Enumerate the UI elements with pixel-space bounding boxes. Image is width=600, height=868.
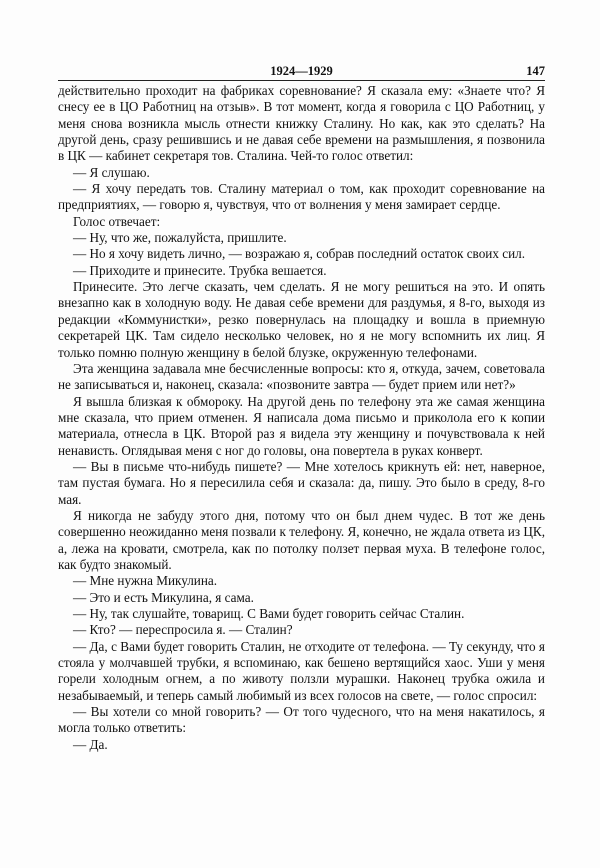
- running-header: [58, 62, 545, 80]
- header-years: 1924—1929: [270, 64, 333, 78]
- paragraph: — Ну, что же, пожалуйста, пришлите.: [73, 230, 287, 246]
- paragraph: — Да.: [73, 736, 108, 752]
- header-rule: [58, 80, 545, 81]
- paragraph: Принесите. Это легче сказать, чем сделать. Я не могу решиться на это. И опять внезапно как в холодную воду. Не давая себе времени для раздумья, я 8-го, выходя из редакции «Коммунистки», резко повернулась на площадку и вошла в приемную секретарей ЦК. Там сидело несколько человек, но я не могу вспомнить их лиц. Я только помню полную женщину в белой блузке, окруженную телефонами.: [58, 279, 545, 360]
- paragraph: — Приходите и принесите. Трубка вешается.: [73, 262, 327, 278]
- paragraph: — Но я хочу видеть лично, — возражаю я, собрав последний остаток своих сил.: [73, 246, 526, 262]
- paragraph: — Кто? — переспросила я. — Сталин?: [73, 622, 293, 638]
- paragraph: Я вышла близкая к обмороку. На другой день по телефону эта же самая женщина мне сказала, что прием отменен. Я написала дома письмо и приколола его к копии материала, отнесла в ЦК. Второй раз я видела эту женщину и почувствовала к ней ненависть. Оглядывая меня с ног до головы, она повертела в руках конверт.: [58, 393, 545, 458]
- paragraph: Я никогда не забуду этого дня, потому что он был днем чудес. В тот же день совершенно неожиданно меня позвали к телефону. Я, конечно, не ждала ответа из ЦК, а, лежа на кровати, смотрела, как по потолку ползет первая муха. В телефоне голос, как будто знакомый.: [58, 507, 545, 572]
- paragraph: Голос отвечает:: [73, 213, 161, 229]
- paragraph: действительно проходит на фабриках соревнование? Я сказала ему: «Знаете что? Я снесу ее в ЦО Работниц на отзыв». В тот момент, когда я говорила с ЦО Работниц, у меня снова возникла мысль отнести книжку Сталину. Но как, как это сделать? На другой день, сразу решившись и не давая себе времени на размышления, я позвонила в ЦК — кабинет секретаря тов. Сталина. Чей-то голос ответил:: [58, 83, 545, 164]
- paragraph: — Да, с Вами будет говорить Сталин, не отходите от телефона. — Ту секунду, что я стояла у молчавшей трубки, я вспоминаю, как бешено вертящийся хаос. Уши у меня горели холодным огнем, а по животу ползли мурашки. Наконец трубка ожила и незабываемый, и теперь самый любимый из всех голосов на свете, — голос спросил:: [58, 638, 545, 703]
- paragraph: — Мне нужна Микулина.: [73, 573, 218, 589]
- paragraph: Эта женщина задавала мне бесчисленные вопросы: кто я, откуда, зачем, советовала не записываться и, наконец, сказала: «позвоните завтра — будет прием или нет?»: [58, 360, 545, 393]
- paragraph: — Вы хотели со мной говорить? — От того чудесного, что на меня накатилось, я могла только ответить:: [58, 704, 545, 736]
- body-text: [58, 83, 545, 753]
- paragraph: — Это и есть Микулина, я сама.: [73, 589, 254, 605]
- paragraph: — Ну, так слушайте, товарищ. С Вами будет говорить сейчас Сталин.: [73, 606, 465, 621]
- paragraph: — Вы в письме что-нибудь пишете? — Мне хотелось крикнуть ей: нет, наверное, там пустая бумага. Но я пересилила себя и сказала: да, пишу. Это было в среду, 8-го мая.: [58, 458, 545, 507]
- paragraph: — Я слушаю.: [73, 164, 150, 180]
- page-number: 147: [526, 64, 545, 78]
- paragraph: — Я хочу передать тов. Сталину материал о том, как проходит соревнование на предприятиях, — говорю я, чувствуя, что от волнения у меня замирает сердце.: [58, 181, 545, 213]
